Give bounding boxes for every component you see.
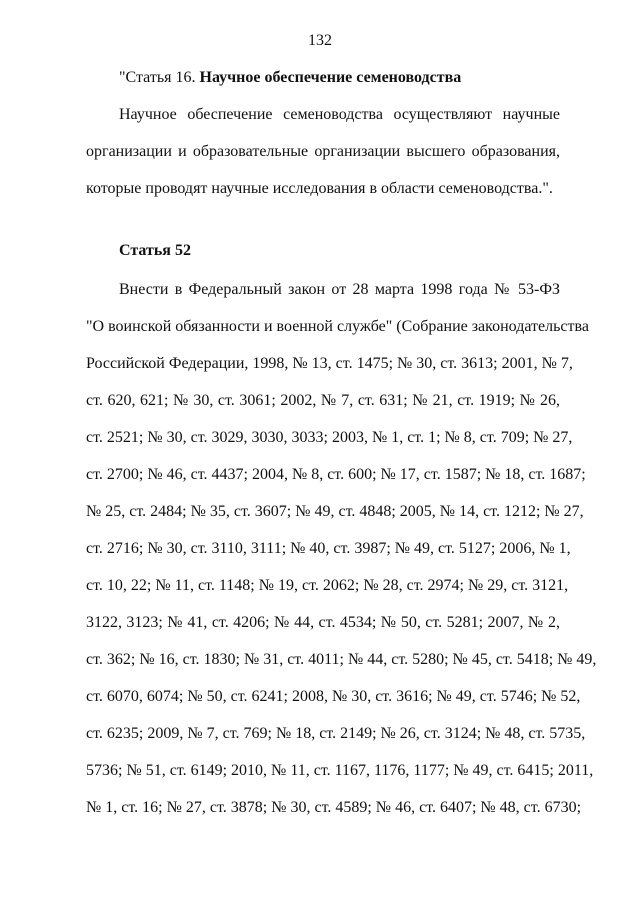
article-52-heading: Статья 52 — [119, 242, 191, 259]
article-52-line: ст. 2521; № 30, ст. 3029, 3030, 3033; 2003, № 1, ст. 1; № 8, ст. 709; № 27, — [86, 429, 573, 446]
article-52-line: ст. 620, 621; № 30, ст. 3061; 2002, № 7, ст. 631; № 21, ст. 1919; № 26, — [86, 392, 560, 409]
article-16-title: Научное обеспечение семеноводства — [199, 69, 462, 86]
article-16-line: организации и образовательные организации высшего образования, — [86, 143, 560, 160]
article-52-line: ст. 2716; № 30, ст. 3110, 3111; № 40, ст. 3987; № 49, ст. 5127; 2006, № 1, — [86, 540, 571, 557]
article-16-prefix: "Статья 16. — [119, 69, 200, 86]
article-16-line: Научное обеспечение семеноводства осуществляют научные — [119, 106, 560, 123]
article-52-line: № 1, ст. 16; № 27, ст. 3878; № 30, ст. 4589; № 46, ст. 6407; № 48, ст. 6730; — [86, 799, 582, 816]
article-16-line: которые проводят научные исследования в области семеноводства.". — [86, 180, 553, 197]
article-52-line: ст. 10, 22; № 11, ст. 1148; № 19, ст. 2062; № 28, ст. 2974; № 29, ст. 3121, — [86, 577, 569, 594]
article-52-line: № 25, ст. 2484; № 35, ст. 3607; № 49, ст. 4848; 2005, № 14, ст. 1212; № 27, — [86, 503, 584, 520]
article-16-heading — [119, 68, 560, 88]
article-52-line: ст. 2700; № 46, ст. 4437; 2004, № 8, ст. 600; № 17, ст. 1587; № 18, ст. 1687; — [86, 466, 586, 483]
article-52-line: 3122, 3123; № 41, ст. 4206; № 44, ст. 4534; № 50, ст. 5281; 2007, № 2, — [86, 614, 560, 631]
article-52-line: ст. 6235; 2009, № 7, ст. 769; № 18, ст. 2149; № 26, ст. 3124; № 48, ст. 5735, — [86, 725, 586, 742]
article-52-line: ст. 362; № 16, ст. 1830; № 31, ст. 4011; № 44, ст. 5280; № 45, ст. 5418; № 49, — [86, 651, 597, 668]
article-52-line: ст. 6070, 6074; № 50, ст. 6241; 2008, № 30, ст. 3616; № 49, ст. 5746; № 52, — [86, 688, 581, 705]
page-number: 132 — [308, 32, 332, 49]
article-52-line: Внести в Федеральный закон от 28 марта 1998 года № 53-ФЗ — [119, 281, 560, 298]
article-52-line: "О воинской обязанности и военной службе" (Собрание законодательства — [86, 318, 589, 335]
article-52-line: Российской Федерации, 1998, № 13, ст. 1475; № 30, ст. 3613; 2001, № 7, — [86, 355, 573, 372]
article-52-line: 5736; № 51, ст. 6149; 2010, № 11, ст. 1167, 1176, 1177; № 49, ст. 6415; 2011, — [86, 762, 594, 779]
